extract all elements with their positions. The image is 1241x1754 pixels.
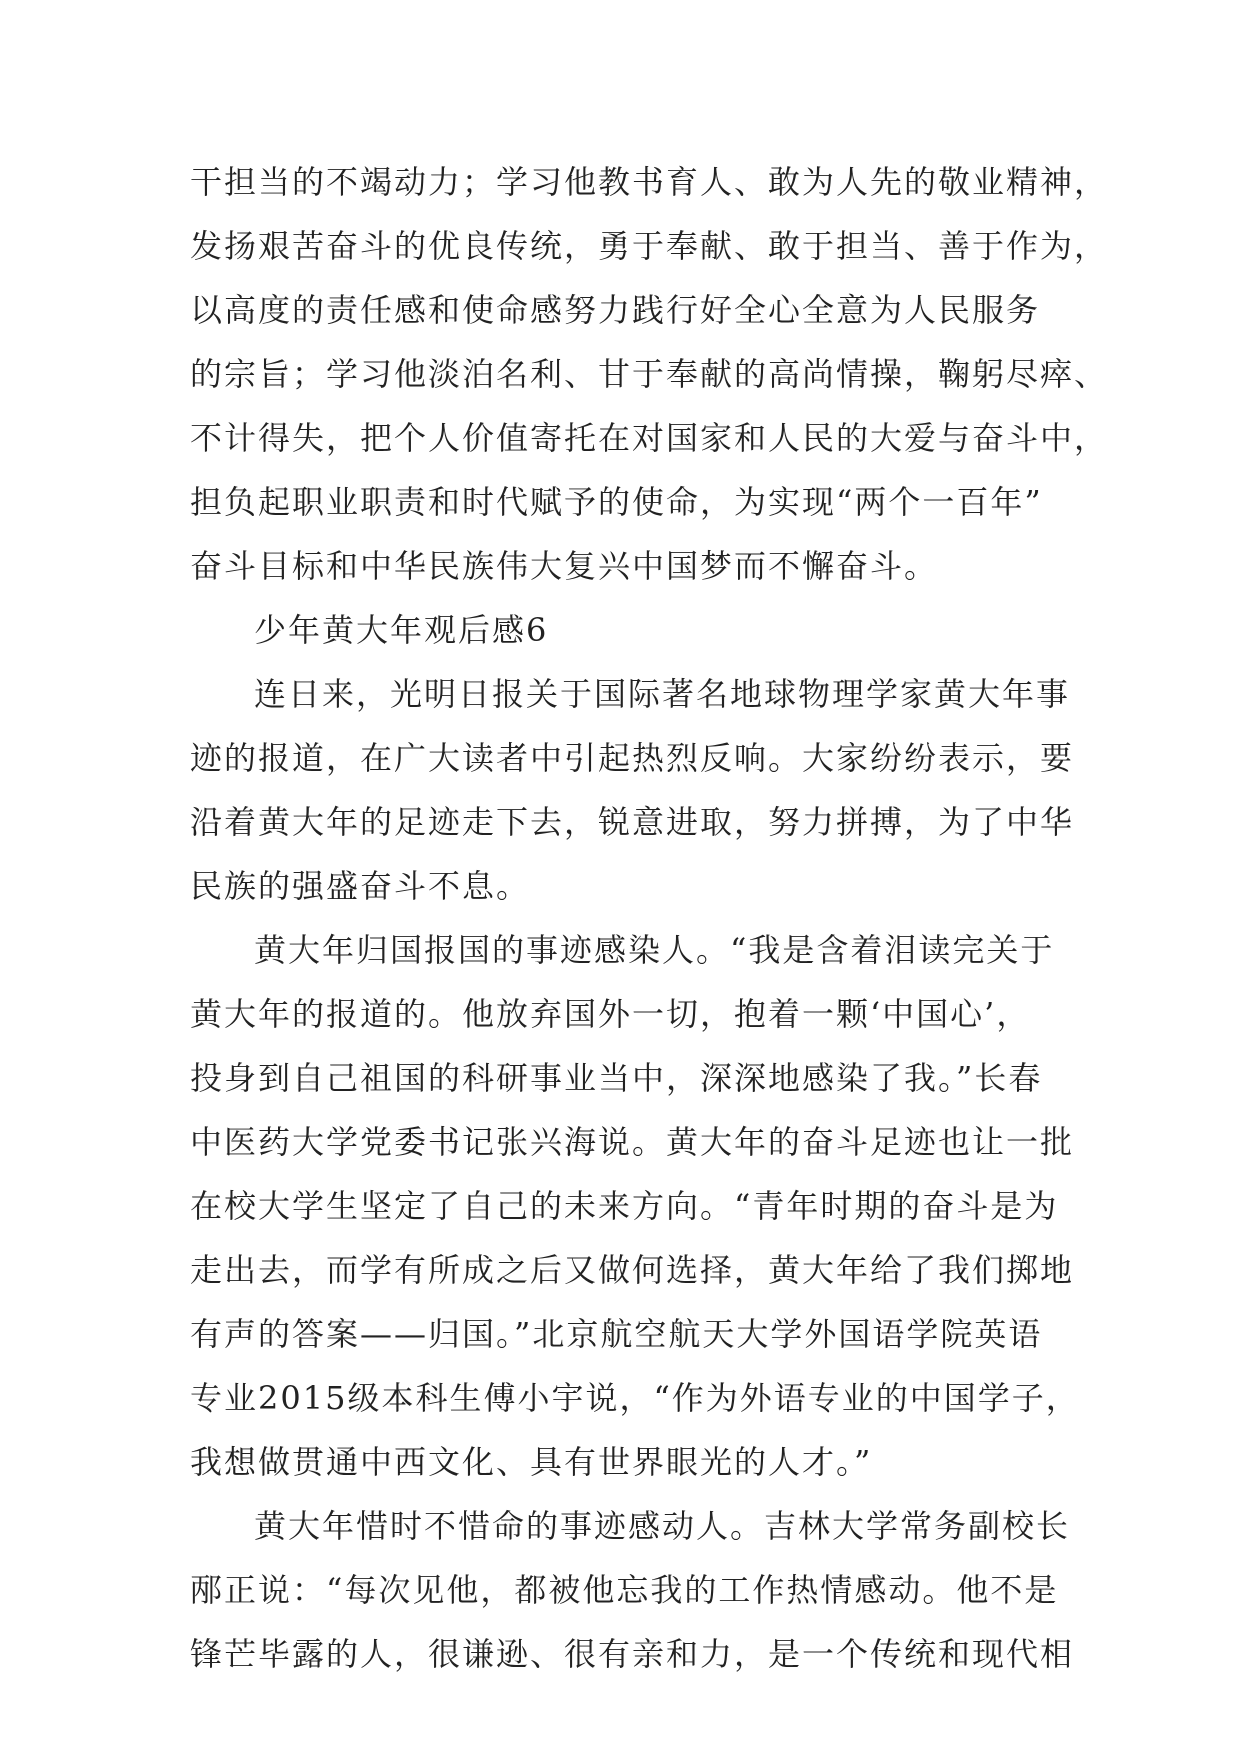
text-line: 发扬艰苦奋斗的优良传统，勇于奉献、敢于担当、善于作为， bbox=[190, 227, 1109, 265]
text-line: 中医药大学党委书记张兴海说。黄大年的奋斗足迹也让一批 bbox=[190, 1123, 1075, 1161]
text-line: 邴正说：“每次见他，都被他忘我的工作热情感动。他不是 bbox=[190, 1571, 1059, 1609]
text-line: 在校大学生坚定了自己的未来方向。“青年时期的奋斗是为 bbox=[190, 1187, 1059, 1225]
text-line: 以高度的责任感和使命感努力践行好全心全意为人民服务 bbox=[190, 291, 1041, 329]
body-text bbox=[190, 150, 1109, 1686]
text-line: 走出去，而学有所成之后又做何选择，黄大年给了我们掷地 bbox=[190, 1251, 1075, 1289]
text-line: 连日来，光明日报关于国际著名地球物理学家黄大年事 bbox=[254, 675, 1071, 713]
text-line: 投身到自己祖国的科研事业当中，深深地感染了我。”长春 bbox=[190, 1059, 1043, 1097]
text-line: 有声的答案——归国。”北京航空航天大学外国语学院英语 bbox=[190, 1315, 1043, 1353]
text-line: 不计得失，把个人价值寄托在对国家和人民的大爱与奋斗中， bbox=[190, 419, 1109, 457]
text-line: 黄大年惜时不惜命的事迹感动人。吉林大学常务副校长 bbox=[254, 1507, 1071, 1545]
text-line: 黄大年归国报国的事迹感染人。“我是含着泪读完关于 bbox=[254, 931, 1055, 969]
text-line: 干担当的不竭动力；学习他教书育人、敢为人先的敬业精神， bbox=[190, 163, 1109, 201]
section-heading: 少年黄大年观后感6 bbox=[254, 611, 549, 649]
text-line: 黄大年的报道的。他放弃国外一切，抱着一颗‘中国心’， bbox=[190, 995, 1031, 1033]
text-line: 专业2015级本科生傅小宇说，“作为外语专业的中国学子， bbox=[190, 1379, 1080, 1417]
text-line: 锋芒毕露的人，很谦逊、很有亲和力，是一个传统和现代相 bbox=[190, 1635, 1075, 1673]
text-line: 迹的报道，在广大读者中引起热烈反响。大家纷纷表示，要 bbox=[190, 739, 1075, 777]
text-line: 的宗旨；学习他淡泊名利、甘于奉献的高尚情操，鞠躬尽瘁、 bbox=[190, 355, 1109, 393]
text-line: 奋斗目标和中华民族伟大复兴中国梦而不懈奋斗。 bbox=[190, 547, 939, 585]
text-line: 民族的强盛奋斗不息。 bbox=[190, 867, 531, 905]
text-line: 我想做贯通中西文化、具有世界眼光的人才。” bbox=[190, 1443, 873, 1481]
text-line: 担负起职业职责和时代赋予的使命，为实现“两个一百年” bbox=[190, 483, 1043, 521]
text-line: 沿着黄大年的足迹走下去，锐意进取，努力拼搏，为了中华 bbox=[190, 803, 1075, 841]
